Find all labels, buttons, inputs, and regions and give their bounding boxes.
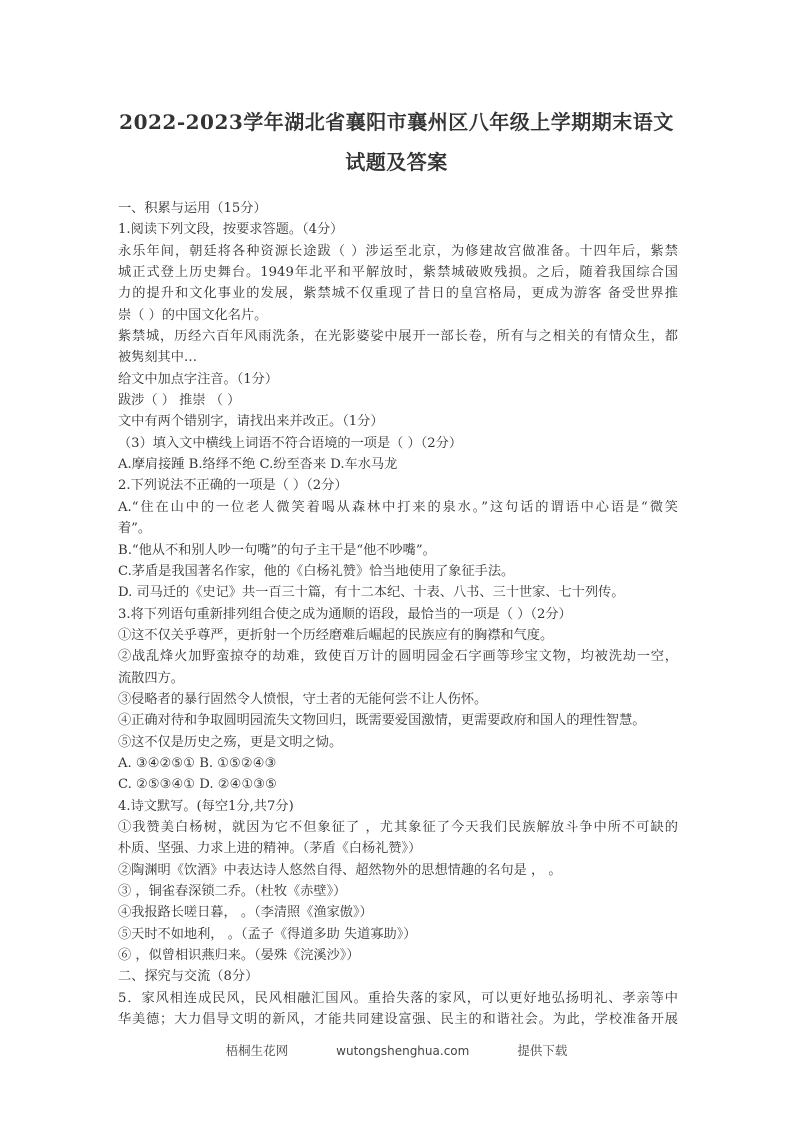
text-line: ④我报路长嗟日暮， 。（李清照《渔家傲》） — [118, 905, 373, 921]
text-line: 紫禁城，历经六百年风雨洗条，在光影婆娑中展开一部长卷，所有与之相关的有情众生，都 — [118, 329, 678, 345]
text-line: ②陶渊明《饮酒》中表达诗人悠然自得、超然物外的思想情趣的名句是 ， 。 — [118, 862, 562, 878]
text-line: 流散四方。 — [118, 670, 184, 686]
text-line: 4.诗文默写。(每空1分,共7分) — [118, 798, 294, 814]
text-line: 二、探究与交流（8分） — [118, 969, 259, 985]
text-line: 5．家风相连成民风，民风相融汇国风。重拾失落的家风，可以更好地弘扬明礼、孝亲等中 — [118, 990, 678, 1006]
text-line: A. ③④②⑤① B. ①⑤②④③ — [118, 755, 277, 771]
text-line: A.“住在山中的一位老人微笑着喝从森林中打来的泉水。”这句话的谓语中心语是“微笑 — [118, 499, 678, 515]
text-line: ①我赞美白杨树，就因为它不但象征了 ，尤其象征了今天我们民族解放斗争中所不可缺的 — [118, 819, 678, 835]
text-line: ④正确对待和争取圆明园流失文物回归，既需要爱国激情，更需要政府和国人的理性智慧。 — [118, 713, 646, 729]
text-line: B.“他从不和别人吵一句嘴”的句子主干是“他不吵嘴”。 — [118, 542, 436, 558]
text-line: 1.阅读下列文段，按要求答题。（4分） — [118, 222, 344, 238]
footer-url[interactable]: wutongshenghua.com — [336, 1044, 470, 1058]
text-line: 文中有两个错别字，请找出来并改正。（1分） — [118, 414, 384, 430]
text-line: 朴质、坚强、力求上进的精神。（茅盾《白杨礼赞》） — [118, 841, 422, 857]
document-body — [118, 198, 678, 1030]
text-line: 华美德；大力倡导文明的新风，才能共同建设富强、民主的和谐社会。为此，学校准备开展 — [118, 1012, 678, 1028]
text-line: ①这不仅关乎尊严，更折射一个历经磨难后崛起的民族应有的胸襟和气度。 — [118, 627, 554, 643]
text-line: 2.下列说法不正确的一项是（ ）（2分） — [118, 478, 348, 494]
document-title-line-2: 试题及答案 — [345, 150, 448, 174]
text-line: ③侵略者的暴行固然令人愤恨，守土者的无能何尝不让人伤怀。 — [118, 691, 488, 707]
text-line: ⑤天时不如地利， 。（孟子《得道多助 失道寡助》） — [118, 926, 417, 942]
text-line: 着”。 — [118, 521, 152, 537]
text-line: C. ②⑤③④① D. ②④①③⑤ — [118, 777, 277, 793]
text-line: 永乐年间，朝廷将各种资源长途跋（ ）涉运至北京，为修建故宫做准备。十四年后，紫禁 — [118, 243, 678, 259]
text-line: 一、积累与运用（15分） — [118, 201, 267, 216]
text-line: （3）填入文中横线上词语不符合语境的一项是（ ）（2分） — [118, 435, 463, 451]
text-line: 3.将下列语句重新排列组合使之成为通顺的语段，最恰当的一项是（ ）（2分） — [118, 606, 572, 622]
text-line: A.摩肩接踵 B.络绎不绝 C.纷至沓来 D.车水马龙 — [118, 457, 398, 473]
text-line: 给文中加点字注音。（1分） — [118, 371, 279, 387]
text-line: 崇（ ）的中国文化名片。 — [118, 307, 268, 323]
text-line: ⑤这不仅是历史之殇，更是文明之恸。 — [118, 734, 343, 750]
text-line: D. 司马迁的《史记》共一百三十篇，有十二本纪、十表、八书、三十世家、七十列传。 — [118, 585, 625, 601]
page-footer — [0, 1041, 793, 1059]
footer-note: 提供下载 — [517, 1043, 568, 1058]
text-line: 力的提升和文化事业的发展，紫禁城不仅重现了昔日的皇宫格局，更成为游客 备受世界推 — [118, 286, 678, 302]
text-line: ⑥ ，似曾相识燕归来。（晏殊《浣溪沙》） — [118, 948, 360, 964]
footer-site-name: 梧桐生花网 — [225, 1043, 289, 1058]
text-line: 跋涉（ ） 推崇 （ ） — [118, 393, 241, 409]
text-line: ②战乱烽火加野蛮掠夺的劫难，致使百万计的圆明园金石字画等珍宝文物，均被洗劫一空， — [118, 649, 678, 665]
text-line: 城正式登上历史舞台。1949年北平和平解放时，紫禁城破败残损。之后，随着我国综合国 — [118, 265, 678, 281]
text-line: C.茅盾是我国著名作家，他的《白杨礼赞》恰当地使用了象征手法。 — [118, 563, 515, 579]
text-line: ③ ，铜雀春深锁二乔。（杜牧《赤壁》） — [118, 884, 347, 899]
document-title-line-1: 2022-2023学年湖北省襄阳市襄州区八年级上学期期末语文 — [119, 110, 674, 134]
text-line: 被隽刻其中… — [118, 350, 198, 366]
